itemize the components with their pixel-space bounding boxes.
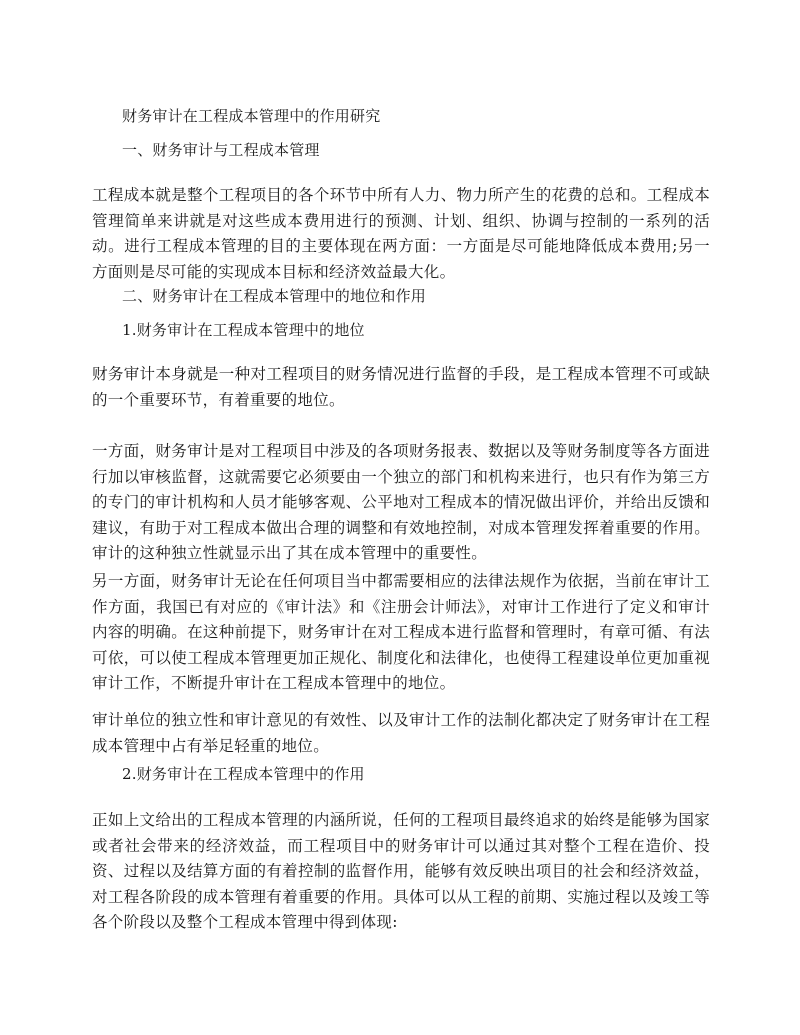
paragraph-audit-role: 正如上文给出的工程成本管理的内涵所说，任何的工程项目最终追求的始终是能够为国家或者社会带来的经济效益，而工程项目中的财务审计可以通过其对整个工程在造价、投资、过程以及结算方面的有着控制的监督作用，能够有效反映出项目的社会和经济效益，对工程各阶段的成本管理有着重要的作用。具体可以从工程的前期、实施过程以及竣工等各个阶段以及整个工程成本管理中得到体现: bbox=[92, 811, 710, 932]
subsection-heading-2: 2.财务审计在工程成本管理中的作用 bbox=[122, 765, 365, 783]
paragraph-conclusion: 审计单位的独立性和审计意见的有效性、以及审计工作的法制化都决定了财务审计在工程成本管理中占有举足轻重的地位。 bbox=[92, 711, 710, 755]
paragraph-cost-definition: 工程成本就是整个工程项目的各个环节中所有人力、物力所产生的花费的总和。工程成本管理简单来讲就是对这些成本费用进行的预测、计划、组织、协调与控制的一系列的活动。进行工程成本管理的目的主要体现在两方面：一方面是尽可能地降低成本费用;另一方面则是尽可能的实现成本目标和经济效益最大化。 bbox=[92, 186, 710, 281]
section-heading-2: 二、财务审计在工程成本管理中的地位和作用 bbox=[122, 287, 427, 305]
subsection-heading-1: 1.财务审计在工程成本管理中的地位 bbox=[122, 321, 365, 339]
section-heading-1: 一、财务审计与工程成本管理 bbox=[122, 141, 320, 159]
paragraph-legal-basis: 另一方面，财务审计无论在任何项目当中都需要相应的法律法规作为依据，当前在审计工作方面，我国已有对应的《审计法》和《注册会计师法》，对审计工作进行了定义和审计内容的明确。在这种前提下，财务审计在对工程成本进行监督和管理时，有章可循、有法可依，可以使工程成本管理更加正规化、制度化和法律化，也使得工程建设单位更加重视审计工作，不断提升审计在工程成本管理中的地位。 bbox=[92, 572, 710, 693]
paragraph-independence: 一方面，财务审计是对工程项目中涉及的各项财务报表、数据以及等财务制度等各方面进行加以审核监督，这就需要它必须要由一个独立的部门和机构来进行，也只有作为第三方的专门的审计机构和人员才能够客观、公平地对工程成本的情况做出评价，并给出反馈和建议，有助于对工程成本做出合理的调整和有效地控制，对成本管理发挥着重要的作用。审计的这种独立性就显示出了其在成本管理中的重要性。 bbox=[92, 442, 710, 563]
paragraph-audit-position: 财务审计本身就是一种对工程项目的财务情况进行监督的手段，是工程成本管理不可或缺的一个重要环节，有着重要的地位。 bbox=[92, 365, 710, 409]
document-title: 财务审计在工程成本管理中的作用研究 bbox=[122, 107, 381, 125]
